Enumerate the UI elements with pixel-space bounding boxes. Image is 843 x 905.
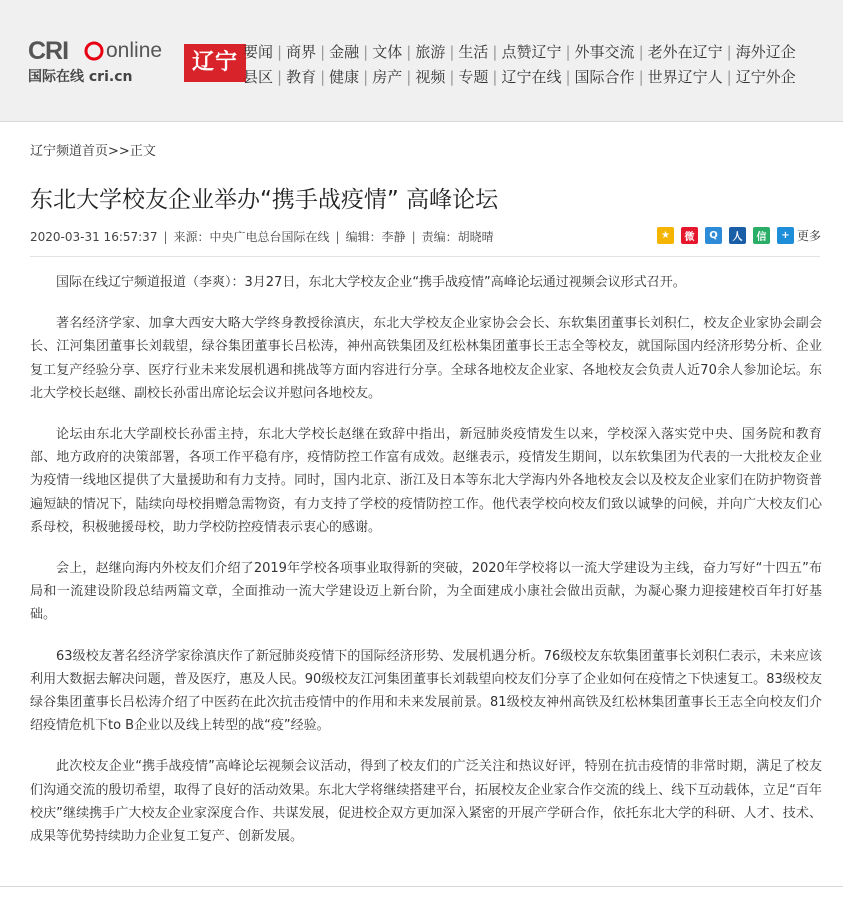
qq-share-icon[interactable]: Q xyxy=(705,227,722,244)
meta-separator: | xyxy=(163,230,168,244)
nav-row-primary xyxy=(243,41,843,62)
nav-primary-item[interactable]: 商界 xyxy=(286,43,317,61)
article-paragraph: 63级校友著名经济学家徐滇庆作了新冠肺炎疫情下的国际经济形势、发展机遇分析。76级校友东软集团董事长刘积仁表示，未来应该利用大数据去解决问题，普及医疗，惠及人民。90级校友江河集团董事长刘载望向校友们分享了企业如何在疫情之下快速复工。83级校友绿谷集团董事长吕松涛介绍了中医药在此次抗击疫情中的作用和未来发展前景。81级校友神州高铁及红松林集团董事长王志全向校友们介绍疫情危机下to B企业以及线上转型的战“疫”经验。 xyxy=(30,648,822,734)
meta-separator: | xyxy=(335,230,340,244)
nav-primary-item[interactable]: 文体 xyxy=(372,43,403,61)
article-paragraph: 此次校友企业“携手战疫情”高峰论坛视频会议活动，得到了校友们的广泛关注和热议好评，特别在抗击疫情的非常时期，满足了校友们沟通交流的殷切希望，取得了良好的活动效果。东北大学将继续搭建平台，拓展校友企业家合作交流的线上、线下互动载体，立足“百年校庆”继续携手广大校友企业家深度合作、共谋发展，促进校企双方更加深入紧密的开展产学研合作，依托东北大学的科研、人才、技术、成果等优势持续助力企业复工复产、创新发展。 xyxy=(30,759,822,845)
article-source: 来源：中央广电总台国际在线 xyxy=(173,230,330,244)
meta-separator: | xyxy=(411,230,416,244)
nav-secondary-item[interactable]: 辽宁在线 xyxy=(501,68,562,86)
article-title: 东北大学校友企业举办“携手战疫情” 高峰论坛 xyxy=(30,187,499,213)
nav-separator: | xyxy=(492,43,498,61)
nav-separator: | xyxy=(406,43,412,61)
logo-online: online xyxy=(106,39,163,62)
nav-primary-item[interactable]: 旅游 xyxy=(415,43,446,61)
nav-separator: | xyxy=(363,68,369,86)
footer-divider xyxy=(0,886,843,887)
nav-primary-item[interactable]: 金融 xyxy=(329,43,360,61)
share-more-link[interactable]: 更多 xyxy=(797,228,822,243)
breadcrumb-home-link[interactable]: 辽宁频道首页 xyxy=(30,144,109,159)
nav-primary-item[interactable]: 老外在辽宁 xyxy=(647,43,723,61)
breadcrumb-current: 正文 xyxy=(129,144,156,159)
nav-secondary-item[interactable]: 辽宁外企 xyxy=(735,68,796,86)
logo-dot-icon xyxy=(84,41,104,61)
logo-region-badge: 辽宁 xyxy=(184,44,246,82)
nav-separator: | xyxy=(726,43,732,61)
article-editor: 编辑：李静 xyxy=(345,230,406,244)
nav-primary-item[interactable]: 海外辽企 xyxy=(735,43,796,61)
nav-secondary-item[interactable]: 国际合作 xyxy=(574,68,635,86)
nav-separator: | xyxy=(726,68,732,86)
breadcrumb-arrow: >> xyxy=(108,144,130,159)
renren-share-icon[interactable]: 人 xyxy=(729,227,746,244)
nav-separator: | xyxy=(277,68,283,86)
share-bar xyxy=(657,226,821,244)
nav-secondary-item[interactable]: 房产 xyxy=(372,68,403,86)
wechat-share-icon[interactable]: 信 xyxy=(753,227,770,244)
nav-secondary-item[interactable]: 专题 xyxy=(458,68,489,86)
nav-separator: | xyxy=(406,68,412,86)
nav-primary-item[interactable]: 要闻 xyxy=(243,43,274,61)
article-body xyxy=(30,271,822,866)
nav-separator: | xyxy=(638,68,644,86)
article-paragraph: 国际在线辽宁频道报道（李爽）：3月27日，东北大学校友企业“携手战疫情”高峰论坛通过视频会议形式召开。 xyxy=(56,275,686,290)
nav-separator: | xyxy=(492,68,498,86)
nav-primary-item[interactable]: 生活 xyxy=(458,43,489,61)
nav-secondary-item[interactable]: 教育 xyxy=(286,68,317,86)
nav-row-secondary xyxy=(243,66,843,87)
nav-separator: | xyxy=(363,43,369,61)
article-paragraph: 论坛由东北大学副校长孙雷主持，东北大学校长赵继在致辞中指出，新冠肺炎疫情发生以来，学校深入落实党中央、国务院和教育部、地方政府的决策部署，各项工作平稳有序，疫情防控工作富有成效。赵继表示，疫情发生期间，以东软集团为代表的一大批校友企业为疫情一线地区提供了大量援助和有力支持。同时，国内北京、浙江及日本等东北大学海内外各地校友会以及校友企业家们在防护物资普遍短缺的情况下，陆续向母校捐赠急需物资，有力支持了学校的疫情防控工作。他代表学校向校友们致以诚挚的问候，并向广大校友们心系母校，积极驰援母校，助力学校防控疫情表示衷心的感谢。 xyxy=(30,427,822,535)
more-share-icon[interactable]: + xyxy=(777,227,794,244)
breadcrumb xyxy=(30,140,156,159)
nav-separator: | xyxy=(320,43,326,61)
nav-secondary-item[interactable]: 健康 xyxy=(329,68,360,86)
site-header xyxy=(0,0,843,122)
logo-subtitle: 国际在线 cri.cn xyxy=(28,69,133,85)
nav-secondary-item[interactable]: 世界辽宁人 xyxy=(647,68,723,86)
nav-separator: | xyxy=(565,68,571,86)
nav-separator: | xyxy=(449,43,455,61)
nav-separator: | xyxy=(565,43,571,61)
nav-separator: | xyxy=(320,68,326,86)
article-paragraph: 著名经济学家、加拿大西安大略大学终身教授徐滇庆，东北大学校友企业家协会会长、东软集团董事长刘积仁，校友企业家协会副会长、江河集团董事长刘载望，绿谷集团董事长吕松涛，神州高铁集团及红松林集团董事长王志全等校友，就国际国内经济形势分析、企业复工复产经验分享、医疗行业未来发展机遇和挑战等方面内容进行分享。全球各地校友企业家、各地校友会负责人近70余人参加论坛。东北大学校长赵继、副校长孙雷出席论坛会议并慰问各地校友。 xyxy=(30,316,822,401)
title-divider xyxy=(30,256,820,257)
nav-secondary-item[interactable]: 视频 xyxy=(415,68,446,86)
qzone-share-icon[interactable]: ★ xyxy=(657,227,674,244)
nav-secondary-item[interactable]: 县区 xyxy=(243,68,274,86)
article-meta xyxy=(30,228,494,245)
article-chief-editor: 责编：胡晓晴 xyxy=(421,230,494,244)
site-logo[interactable] xyxy=(28,37,238,87)
article-date: 2020-03-31 16:57:37 xyxy=(30,230,158,244)
nav-primary-item[interactable]: 点赞辽宁 xyxy=(501,43,562,61)
nav-separator: | xyxy=(449,68,455,86)
nav-separator: | xyxy=(638,43,644,61)
weibo-share-icon[interactable]: 微 xyxy=(681,227,698,244)
article-paragraph: 会上，赵继向海内外校友们介绍了2019年学校各项事业取得新的突破，2020年学校将以一流大学建设为主线，奋力写好“十四五”布局和一流建设阶段总结两篇文章，全面推动一流大学建设迈上新台阶，为全面建成小康社会做出贡献，为凝心聚力迎接建校百年打好基础。 xyxy=(30,561,822,623)
nav-primary-item[interactable]: 外事交流 xyxy=(574,43,635,61)
logo-brand: CRI xyxy=(28,37,69,65)
nav-separator: | xyxy=(277,43,283,61)
